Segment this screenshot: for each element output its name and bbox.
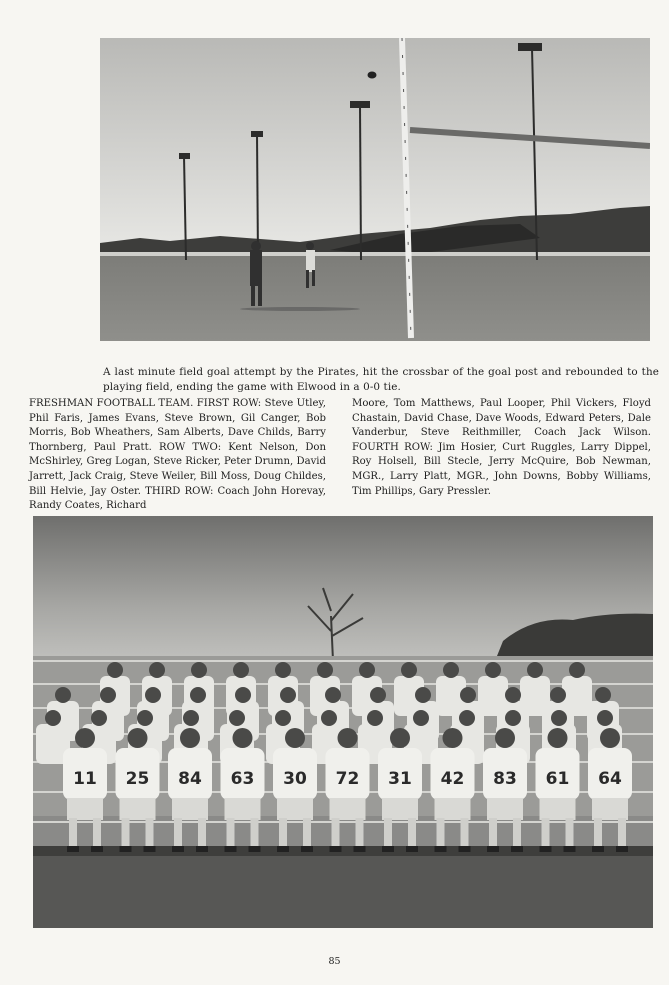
jersey-number: 42	[440, 769, 465, 789]
team-listing-left-column: FRESHMAN FOOTBALL TEAM. FIRST ROW: Steve Utley, Phil Faris, James Evans, Steve Brown, Gil Canger, Bob Morris, Bob Wheathers, Sam Alberts, Dave Childs, Barry Thornberg, Paul Pratt. ROW TWO: Kent Nelson, Don McShirley, Greg Logan, Steve Ricker, Peter Drumn, David Jarrett, Jack Craig, Steve Weiler, Bill Moss, Doug Childes, Bill Helvie, Jay Oster. THIRD ROW: Coach John Horevay, Randy Coates, Richard	[29, 398, 326, 512]
jersey-number: 72	[335, 769, 360, 789]
jersey-number: 25	[125, 769, 150, 789]
team-photo-image	[33, 516, 653, 928]
jersey-number: 84	[178, 769, 202, 789]
jersey-number: 31	[388, 769, 412, 789]
jersey-number: 64	[598, 769, 622, 789]
field-goal-photo-image	[100, 38, 650, 341]
jersey-number: 63	[230, 769, 255, 789]
photo-caption: A last minute field goal attempt by the Pirates, hit the crossbar of the goal post and rebounded to the playing field, ending the game with Elwood in a 0-0 tie.	[103, 366, 659, 394]
jersey-number: 30	[283, 769, 307, 789]
jersey-number: 83	[493, 769, 517, 789]
page-number: 85	[328, 956, 341, 967]
team-photo	[33, 516, 653, 928]
team-listing-right-column: Moore, Tom Matthews, Paul Looper, Phil Vickers, Floyd Chastain, David Chase, Dave Woods, Edward Peters, Dale Vanderbur, Steve Reithmiller, Coach Jack Wilson. FOURTH ROW: Jim Hosier, Curt Ruggles, Larry Dippel, Roy Holsell, Bill Stecle, Jerry McQuire, Bob Newman, MGR., Larry Platt, MGR., John Downs, Bobby Williams, Tim Phillips, Gary Pressler.	[352, 398, 651, 497]
jersey-number: 11	[73, 769, 97, 789]
field-goal-photo	[100, 38, 650, 341]
jersey-number: 61	[545, 769, 570, 789]
